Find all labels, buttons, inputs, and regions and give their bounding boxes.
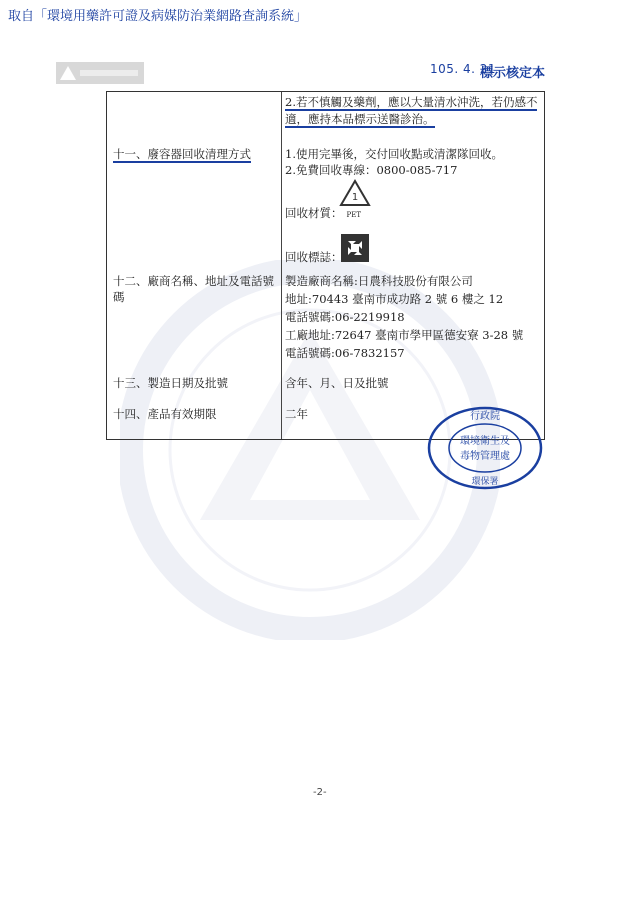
row-label-manufacturer-cont: 碼 (113, 290, 125, 304)
recycling-logo-icon (340, 233, 370, 263)
row-label-manufacturer: 十二、廠商名稱、地址及電話號 (113, 274, 274, 288)
column-divider (281, 92, 282, 439)
page-number: -2- (313, 787, 327, 798)
manufacturer-name: 製造廠商名稱:日農科技股份有限公司 (285, 274, 473, 288)
row-label-shelf-life: 十四、產品有效期限 (113, 407, 217, 421)
seal-text-center-2: 毒物管理處 (460, 451, 510, 462)
material-name: PET (346, 211, 361, 219)
shelf-life-value: 二年 (285, 407, 308, 421)
disposal-line-2: 2.免費回收專線：0800-085-717 (285, 163, 458, 177)
seal-text-center-1: 環境衛生及 (460, 436, 510, 447)
row-label-batch: 十三、製造日期及批號 (113, 376, 228, 390)
recycle-code: 1 (351, 192, 359, 203)
first-aid-line-1: 2.若不慎觸及藥劑，應以大量清水沖洗，若仍感不 (285, 95, 538, 109)
seal-text-top: 行政院 (470, 411, 500, 422)
source-caption: 取自「環境用藥許可證及病媒防治業網路查詢系統」 (8, 9, 308, 24)
official-seal-stamp (426, 406, 544, 490)
approval-title-stamp: 標示核定本 (480, 66, 546, 81)
first-aid-line-2: 適，應持本品標示送醫診治。 (285, 112, 435, 126)
row-label-container-disposal: 十一、廢容器回收清理方式 (113, 147, 251, 161)
seal-text-bottom: 環保署 (471, 477, 499, 487)
factory-address: 工廠地址:72647 臺南市學甲區德安寮 3-28 號 (285, 328, 524, 342)
agency-header-logo (56, 62, 144, 84)
label-spec-table (106, 91, 545, 440)
batch-value: 含年、月、日及批號 (285, 376, 389, 390)
approval-date-stamp: 105. 4. 21 (430, 62, 497, 76)
manufacturer-phone: 電話號碼:06-2219918 (285, 310, 405, 324)
disposal-line-1: 1.使用完畢後，交付回收點或清潔隊回收。 (285, 147, 503, 161)
manufacturer-address: 地址:70443 臺南市成功路 2 號 6 樓之 12 (285, 292, 504, 306)
factory-phone: 電話號碼:06-7832157 (285, 346, 405, 360)
logo-label: 回收標誌： (285, 250, 343, 264)
material-label: 回收材質： PET (285, 206, 361, 220)
